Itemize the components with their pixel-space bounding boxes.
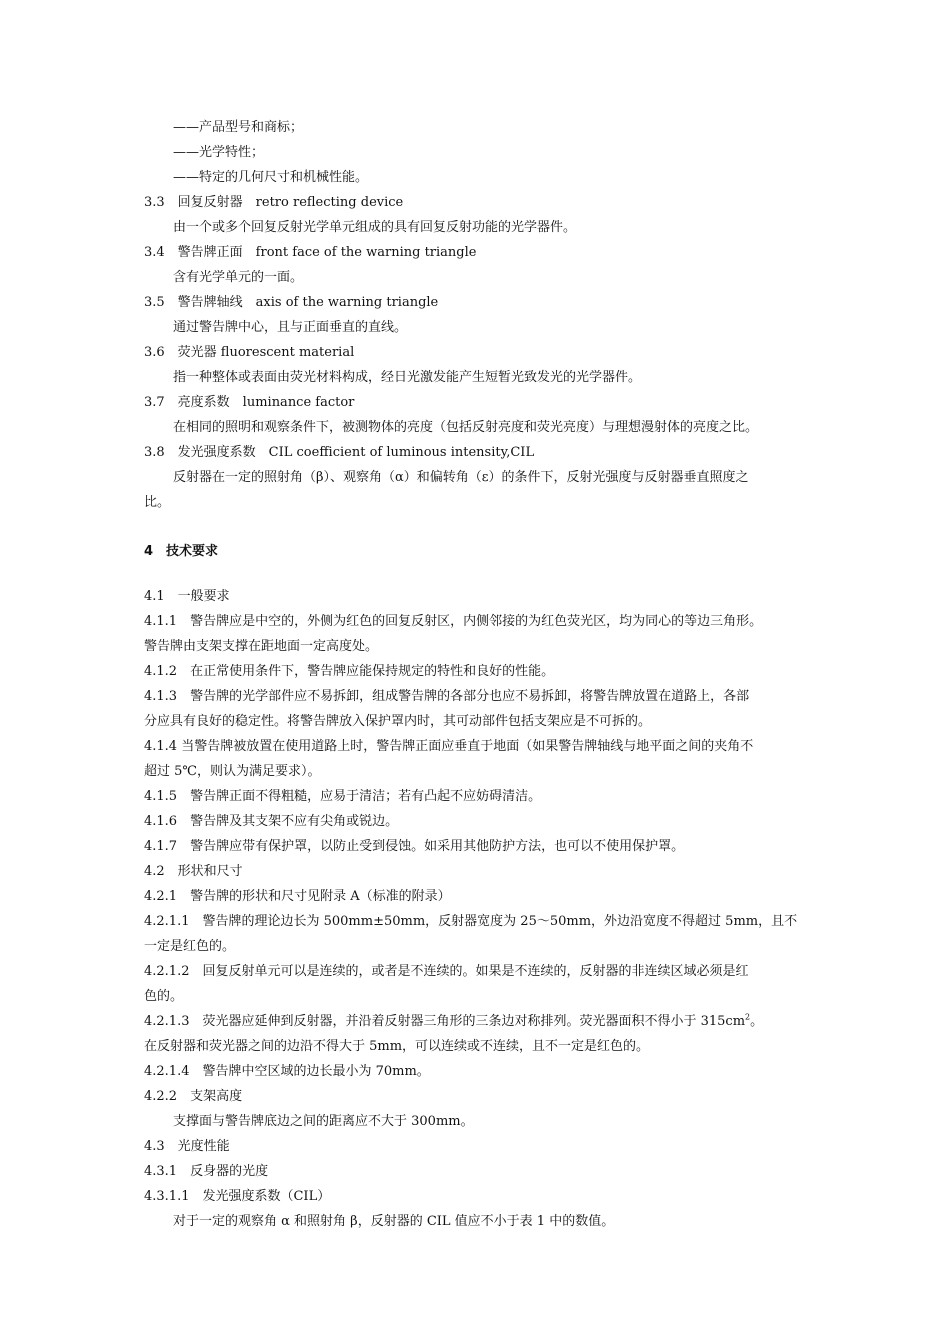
term-3-8: 3.8 发光强度系数 CIL coefficient of luminous intensity,CIL [144, 445, 535, 460]
term-3-4: 3.4 警告牌正面 front face of the warning triangle [144, 245, 477, 260]
clause-4-1-1: 4.1.1 警告牌应是中空的，外侧为红色的回复反射区，内侧邻接的为红色荧光区，均为同心的等边三角形。 [144, 614, 763, 629]
section-heading: 4 技术要求 [144, 544, 219, 559]
term-3-7: 3.7 亮度系数 luminance factor [144, 395, 355, 410]
definition-text: 含有光学单元的一面。 [173, 270, 304, 285]
clause-4-3: 4.3 光度性能 [144, 1139, 230, 1154]
clause-4-3-1-1: 4.3.1.1 发光强度系数（CIL） [144, 1189, 331, 1204]
clause-text: 对于一定的观察角 α 和照射角 β，反射器的 CIL 值应不小于表 1 中的数值。 [173, 1214, 615, 1229]
clause-4-1-4: 4.1.4 当警告牌被放置在使用道路上时，警告牌正面应垂直于地面（如果警告牌轴线与地平面之间的夹角不 [144, 739, 754, 754]
clause-text: 支撑面与警告牌底边之间的距离应不大于 300mm。 [173, 1114, 474, 1129]
term-3-3: 3.3 回复反射器 retro reflecting device [144, 195, 404, 210]
clause-4-1: 4.1 一般要求 [144, 589, 230, 604]
term-3-5: 3.5 警告牌轴线 axis of the warning triangle [144, 295, 439, 310]
definition-text: 在相同的照明和观察条件下，被测物体的亮度（包括反射亮度和荧光亮度）与理想漫射体的亮度之比。 [173, 420, 759, 435]
clause-4-3-1: 4.3.1 反身器的光度 [144, 1164, 269, 1179]
definition-text: 由一个或多个回复反射光学单元组成的具有回复反射功能的光学器件。 [173, 220, 577, 235]
clause-4-1-3: 4.1.3 警告牌的光学部件应不易拆卸，组成警告牌的各部分也应不易拆卸，将警告牌放置在道路上，各部 [144, 689, 750, 704]
clause-text: 警告牌由支架支撑在距地面一定高度处。 [144, 639, 379, 654]
clause-text: 。 [750, 1014, 764, 1029]
clause-4-1-5: 4.1.5 警告牌正面不得粗糙，应易于清洁；若有凸起不应妨碍清洁。 [144, 789, 542, 804]
list-item: ——特定的几何尺寸和机械性能。 [173, 170, 369, 185]
list-item: ——产品型号和商标； [173, 120, 304, 135]
clause-4-1-6: 4.1.6 警告牌及其支架不应有尖角或锐边。 [144, 814, 399, 829]
clause-text: 超过 5℃，则认为满足要求）。 [144, 764, 321, 779]
clause-text: 色的。 [144, 989, 184, 1004]
term-3-6: 3.6 荧光器 fluorescent material [144, 345, 355, 360]
definition-text: 反射器在一定的照射角（β）、观察角（α）和偏转角（ε）的条件下，反射光强度与反射器垂直照度之 [173, 470, 749, 485]
clause-4-2-1-4: 4.2.1.4 警告牌中空区域的边长最小为 70mm。 [144, 1064, 430, 1079]
clause-text: 在反射器和荧光器之间的边沿不得大于 5mm，可以连续或不连续，且不一定是红色的。 [144, 1039, 650, 1054]
list-item: ——光学特性； [173, 145, 265, 160]
clause-text: 4.2.1.3 荧光器应延伸到反射器，并沿着反射器三角形的三条边对称排列。荧光器面积不得小于 315cm [144, 1014, 746, 1029]
clause-4-2-1: 4.2.1 警告牌的形状和尺寸见附录 A（标准的附录） [144, 889, 451, 904]
clause-text: 一定是红色的。 [144, 939, 236, 954]
clause-4-2-1-2: 4.2.1.2 回复反射单元可以是连续的，或者是不连续的。如果是不连续的，反射器的非连续区域必须是红 [144, 964, 749, 979]
superscript: 2 [745, 1012, 751, 1022]
clause-text: 分应具有良好的稳定性。将警告牌放入保护罩内时，其可动部件包括支架应是不可拆的。 [144, 714, 652, 729]
definition-text: 比。 [144, 495, 171, 510]
clause-4-2-2: 4.2.2 支架高度 [144, 1089, 243, 1104]
clause-4-1-2: 4.1.2 在正常使用条件下，警告牌应能保持规定的特性和良好的性能。 [144, 664, 555, 679]
definition-text: 指一种整体或表面由荧光材料构成，经日光激发能产生短暂光致发光的光学器件。 [173, 370, 642, 385]
clause-4-2: 4.2 形状和尺寸 [144, 864, 243, 879]
clause-4-1-7: 4.1.7 警告牌应带有保护罩，以防止受到侵蚀。如采用其他防护方法，也可以不使用保护罩。 [144, 839, 685, 854]
definition-text: 通过警告牌中心，且与正面垂直的直线。 [173, 320, 408, 335]
clause-4-2-1-1: 4.2.1.1 警告牌的理论边长为 500mm±50mm，反射器宽度为 25～50mm，外边沿宽度不得超过 5mm，且不 [144, 914, 798, 929]
clause-4-2-1-3 [144, 1013, 812, 1031]
